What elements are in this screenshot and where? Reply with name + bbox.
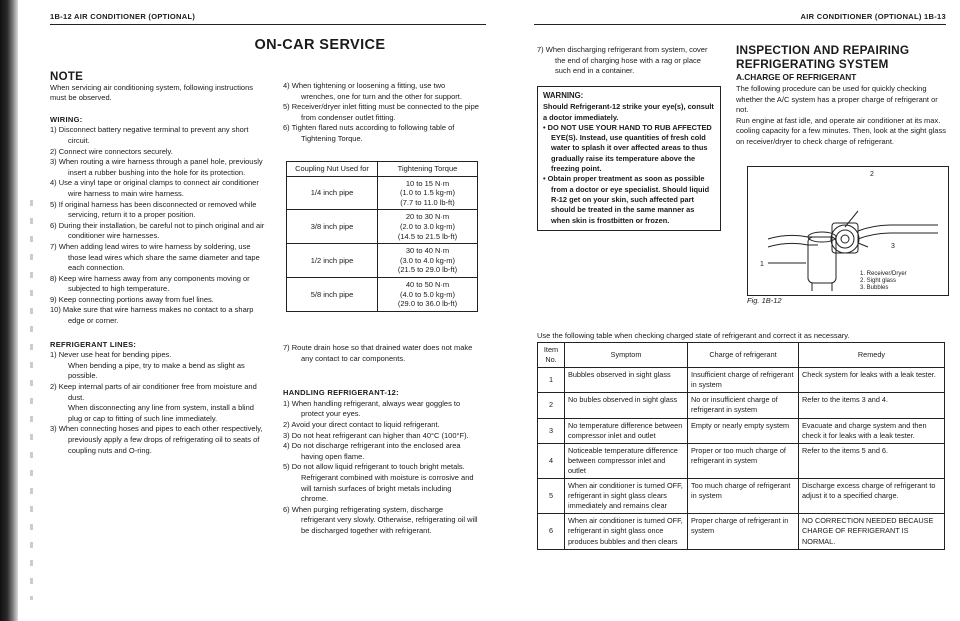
handling-item: 3) Do not heat refrigerant can higher than 40°C (100°F).: [283, 430, 469, 440]
torque-nm: 40 to 50 N·m: [405, 279, 450, 289]
charge-paragraph: The following procedure can be used for quickly checking whether the A/C system has a proper charge of refrigerant or not.: [736, 84, 938, 115]
torque-kgm: (1.0 to 1.5 kg-m): [399, 188, 456, 198]
handling-item: 2) Avoid your direct contact to liquid refrigerant.: [283, 419, 440, 429]
item-number: 6: [538, 514, 565, 549]
table-row: [538, 514, 945, 549]
wiring-item: 5) If original harness has been disconnected or removed while servicing, return it to a proper position.: [50, 199, 257, 220]
fitting-item: 5) Receiver/dryer inlet fitting must be connected to the pipe from condenser outlet fitting.: [283, 102, 479, 122]
remedy-cell: Refer to the items 3 and 4.: [799, 393, 945, 418]
lines-item: 2) Keep internal parts of air conditioner free from moisture and dust.: [50, 382, 257, 402]
table-header-row: [287, 162, 478, 177]
item-number: 5: [538, 479, 565, 514]
symptom-cell: When air conditioner is turned OFF, refrigerant in sight glass clears immediately and remains clear: [565, 479, 688, 514]
figure-caption: Fig. 1B-12: [747, 296, 782, 305]
callout-number: 2: [870, 171, 874, 178]
torque-lbft: (21.5 to 29.0 lb-ft): [397, 265, 458, 275]
table-cell: [378, 277, 478, 311]
torque-lbft: (14.5 to 21.5 lb-ft): [397, 231, 458, 241]
section-heading: [736, 44, 909, 71]
wiring-heading: WIRING:: [50, 114, 83, 124]
torque-nm: 10 to 15 N·m: [405, 178, 450, 188]
handling-item: 6) When purging refrigerating system, discharge refrigerant very slowly. Otherwise, refrigerating oil will be discharged together with refrigerant.: [283, 504, 478, 535]
receiver-dryer-illustration: [748, 167, 948, 295]
table-row: [287, 277, 478, 311]
right-page: [490, 0, 960, 621]
wiring-item: 1) Disconnect battery negative terminal to prevent any short circuit.: [50, 125, 249, 145]
table-row: [538, 443, 945, 478]
handling-item: 1) When handling refrigerant, always wear goggles to protect your eyes.: [283, 398, 461, 419]
remedy-cell: Refer to the items 5 and 6.: [799, 443, 945, 478]
tightening-torque-table: [286, 161, 478, 312]
page-title: ON-CAR SERVICE: [254, 37, 386, 53]
discharge-note: 7) When discharging refrigerant from system, cover the end of charging hose with a rag or place such end in a container.: [537, 45, 708, 76]
note-intro: When servicing air conditioning system, following instructions must be observed.: [50, 82, 254, 103]
charge-cell: No or insufficient charge of refrigerant in system: [688, 393, 799, 418]
item-number: 4: [538, 443, 565, 478]
table-cell: [378, 244, 478, 278]
warning-heading: WARNING:: [543, 91, 584, 100]
section-title-line: INSPECTION AND REPAIRING: [736, 43, 910, 57]
refrigerant-symptom-table: [537, 342, 945, 550]
discharge-note-block: [537, 45, 717, 77]
refrigerant-lines-heading: REFRIGERANT LINES:: [50, 339, 137, 349]
header-rule-left: [50, 24, 486, 25]
torque-kgm: (2.0 to 3.0 kg-m): [399, 221, 456, 231]
table-row: [287, 176, 478, 210]
charge-cell: Proper charge of refrigerant in system: [688, 514, 799, 549]
lines-item-continued: When bending a pipe, try to make a bend as slight as possible.: [68, 360, 245, 381]
symptom-cell: No bubles observed in sight glass: [565, 393, 688, 418]
torque-lbft: (29.0 to 36.0 lb-ft): [397, 299, 458, 309]
remedy-cell: Check system for leaks with a leak tester.: [799, 368, 945, 393]
callout-number: 1: [760, 261, 764, 268]
warning-box: [537, 86, 721, 231]
handling-heading: HANDLING REFRIGERANT-12:: [283, 388, 399, 398]
charge-cell: Insufficient charge of refrigerant in system: [688, 368, 799, 393]
handling-item: 5) Do not allow liquid refrigerant to touch bright metals. Refrigerant combined with moisture is corrosive and will tarnish surfaces of bright metals including chrome.: [283, 462, 474, 504]
section-title-line: REFRIGERATING SYSTEM: [736, 56, 889, 71]
wiring-item: 4) Use a vinyl tape or original clamps to connect air conditioner wire harness to main wire harness.: [50, 178, 259, 198]
charge-cell: Empty or nearly empty system: [688, 418, 799, 443]
table-header-cell: Symptom: [565, 343, 688, 368]
note-heading: NOTE: [50, 71, 84, 83]
table-row: [538, 368, 945, 393]
fitting-item: 6) Tighten flared nuts according to following table of Tightening Torque.: [283, 123, 455, 143]
left-column-1: [50, 72, 268, 456]
drain-note: 7) Route drain hose so that drained water does not make any contact to car components.: [283, 343, 473, 363]
table-row: [538, 393, 945, 418]
table-row: [538, 479, 945, 514]
table-row: [287, 210, 478, 244]
figure-legend: [860, 271, 907, 293]
table-header-cell: Item No.: [538, 343, 565, 368]
table-row: [538, 418, 945, 443]
remedy-cell: NO CORRECTION NEEDED BECAUSE CHARGE OF REFRIGERANT IS NORMAL.: [799, 514, 945, 549]
symptom-cell: Noticeable temperature difference between compressor inlet and outlet: [565, 443, 688, 478]
torque-nm: 30 to 40 N·m: [405, 246, 450, 256]
torque-lbft: (7.7 to 11.0 lb-ft): [400, 197, 455, 207]
charge-cell: Proper or too much charge of refrigerant in system: [688, 443, 799, 478]
warning-line: • Obtain proper treatment as soon as possible from a doctor or eye specialist. Should liquid R-12 get on your skin, such affected part should be treated in the same manner as when skin is frostbitten or frozen.: [543, 174, 710, 225]
handling-item: 4) Do not discharge refrigerant into the enclosed area having open flame.: [283, 441, 461, 461]
right-running-header: AIR CONDITIONER (OPTIONAL) 1B-13: [800, 12, 946, 21]
item-number: 2: [538, 393, 565, 418]
torque-kgm: (3.0 to 4.0 kg-m): [399, 255, 456, 265]
table-cell: 1/2 inch pipe: [287, 244, 378, 278]
symptom-cell: When air conditioner is turned OFF, refrigerant in sight glass once produces bubbles and then clears: [565, 514, 688, 549]
wiring-item: 8) Keep wire harness away from any components moving or subjected to high temperature.: [50, 273, 250, 294]
charge-cell: Too much charge of refrigerant in system: [688, 479, 799, 514]
left-running-header: 1B-12 AIR CONDITIONER (OPTIONAL): [50, 12, 196, 21]
item-number: 3: [538, 418, 565, 443]
legend-item: 2. Sight glass: [860, 278, 897, 285]
table-header-cell: Charge of refrigerant: [688, 343, 799, 368]
lines-item: 3) When connecting hoses and pipes to each other respectively, previously apply a few drops of refrigerating oil to seats of coupling nuts and O-ring.: [50, 424, 263, 455]
remedy-cell: Discharge excess charge of refrigerant to adjust it to a specified charge.: [799, 479, 945, 514]
table-cell: [378, 210, 478, 244]
symptom-table-intro: Use the following table when checking charged state of refrigerant and correct it as necessary.: [537, 331, 850, 340]
fitting-item: 4) When tightening or loosening a fitting, use two wrenches, one for turn and the other for support.: [283, 81, 462, 101]
binding-edge-marks: [30, 200, 33, 600]
table-header-cell: Coupling Nut Used for: [287, 162, 378, 177]
charge-text: [736, 84, 948, 148]
table-header-cell: Tightening Torque: [378, 162, 478, 177]
wiring-item: 6) During their installation, be careful not to pinch original and air conditioner wire harnesses.: [50, 220, 265, 241]
remedy-cell: Evacuate and charge system and then check it for leaks with a leak tester.: [799, 418, 945, 443]
legend-item: 3. Bubbles: [860, 285, 889, 292]
book-binding-shadow: [0, 0, 18, 621]
charge-heading: A.CHARGE OF REFRIGERANT: [736, 72, 857, 82]
torque-nm: 20 to 30 N·m: [405, 212, 450, 222]
table-cell: 1/4 inch pipe: [287, 176, 378, 210]
table-row: [287, 244, 478, 278]
lines-item-continued: When disconnecting any line from system, install a blind plug or cap to fitting of such line immediately.: [68, 403, 254, 423]
table-cell: 3/8 inch pipe: [287, 210, 378, 244]
item-number: 1: [538, 368, 565, 393]
left-column-2-top: [283, 81, 479, 145]
warning-line: Should Refrigerant-12 strike your eye(s), consult a doctor immediately.: [543, 102, 714, 122]
callout-number: 3: [891, 243, 895, 250]
header-rule-right: [534, 24, 946, 25]
table-header-row: [538, 343, 945, 368]
wiring-item: 7) When adding lead wires to wire harness by soldering, use those lead wires which share the same diameter and tape each connection.: [50, 241, 260, 273]
symptom-cell: Bubbles observed in sight glass: [565, 368, 688, 393]
lines-item: 1) Never use heat for bending pipes.: [50, 350, 172, 360]
wiring-item: 2) Connect wire connectors securely.: [50, 146, 173, 156]
table-cell: [378, 176, 478, 210]
torque-kgm: (4.0 to 5.0 kg-m): [399, 289, 456, 299]
left-column-2-bottom: [283, 343, 479, 537]
wiring-item: 3) When routing a wire harness through a panel hole, previously insert a rubber bushing into the hole for its protection.: [50, 157, 263, 177]
receiver-dryer-figure: [747, 166, 949, 296]
wiring-item: 10) Make sure that wire harness makes no contact to a sharp edge or corner.: [50, 305, 254, 326]
legend-item: 1. Receiver/Dryer: [860, 271, 907, 277]
symptom-cell: No temperature difference between compressor inlet and outlet: [565, 418, 688, 443]
warning-line: • DO NOT USE YOUR HAND TO RUB AFFECTED EYE(S). Instead, use quantities of fresh cold water to splash it over affected areas to thus gradually raise its temperature above the freezing point.: [543, 122, 712, 174]
table-cell: 5/8 inch pipe: [287, 277, 378, 311]
charge-paragraph: Run engine at fast idle, and operate air conditioner at its max. cooling capacity for a few minutes. Then, look at the sight glass on receiver/dryer to check charge of refrigerant.: [736, 115, 946, 146]
wiring-item: 9) Keep connecting portions away from fuel lines.: [50, 294, 214, 304]
table-header-cell: Remedy: [799, 343, 945, 368]
